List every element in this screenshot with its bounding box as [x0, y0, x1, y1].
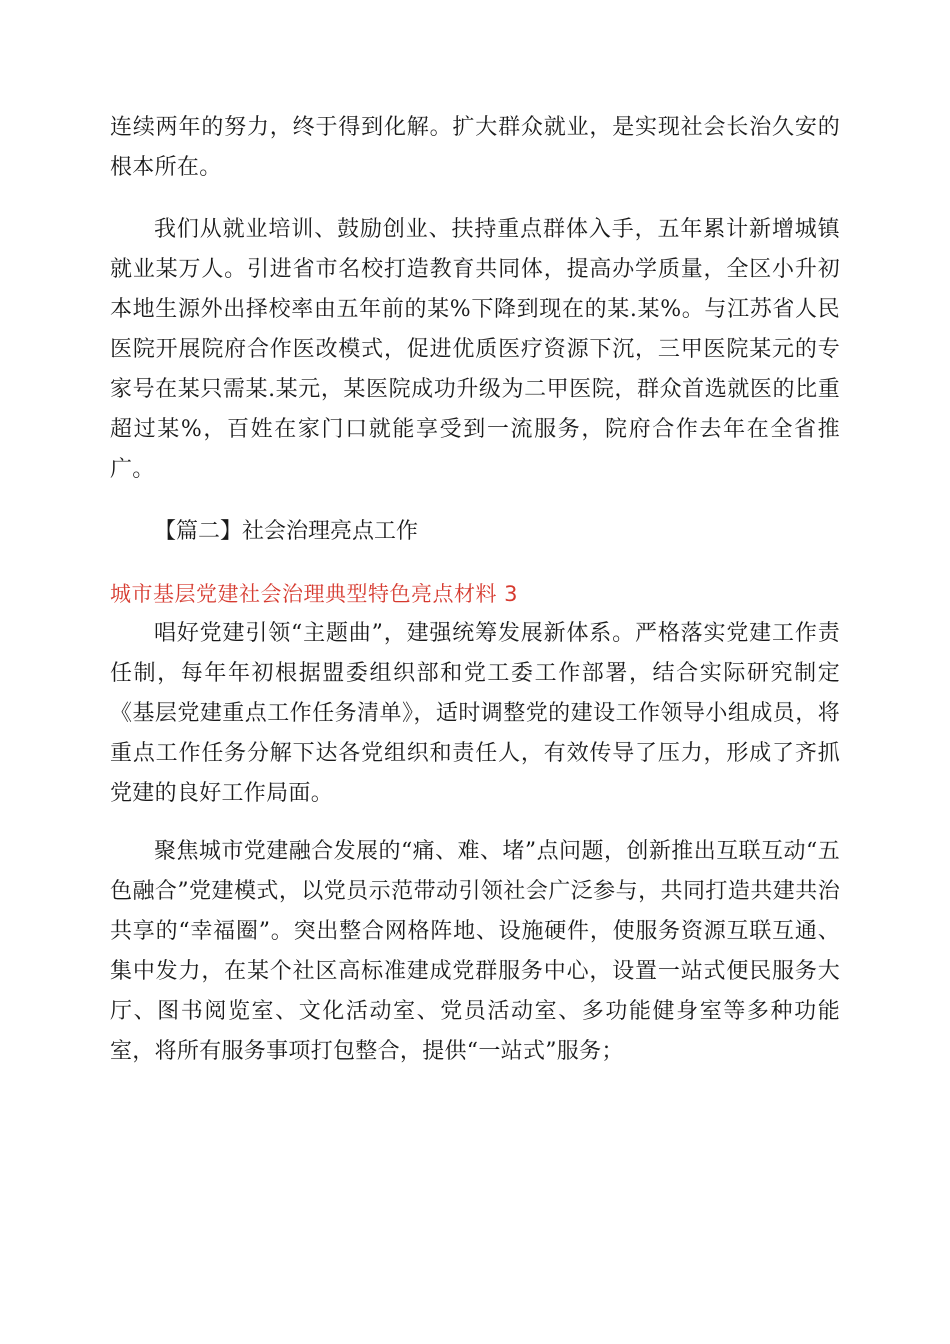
paragraph-continuation: 连续两年的努力，终于得到化解。扩大群众就业，是实现社会长治久安的根本所在。 — [110, 115, 840, 180]
paragraph-five-color-integration: 聚焦城市党建融合发展的“痛、难、堵”点问题，创新推出互联互动“五色融合”党建模式，以党员示范带动引领社会广泛参与，共同打造共建共治共享的“幸福圈”。突出整合网格阵地、设施硬件，使服务资源互联互通、集中发力，在某个社区高标准建成党群服务中心，设置一站式便民服务大厅、图书阅览室、文化活动室、党员活动室、多功能健身室等多种功能室，将所有服务事项打包整合，提供“一站式”服务； — [110, 839, 840, 1064]
document-title: 城市基层党建社会治理典型特色亮点材料 3 — [110, 582, 519, 606]
paragraph-party-building-leadership: 唱好党建引领“主题曲”，建强统筹发展新体系。严格落实党建工作责任制，每年年初根据盟委组织部和党工委工作部署，结合实际研究制定《基层党建重点工作任务清单》，适时调整党的建设工作领导小组成员，将重点工作任务分解下达各党组织和责任人，有效传导了压力，形成了齐抓党建的良好工作局面。 — [110, 621, 840, 806]
paragraph-employment-education-health: 我们从就业培训、鼓励创业、扶持重点群体入手，五年累计新增城镇就业某万人。引进省市名校打造教育共同体，提高办学质量，全区小升初本地生源外出择校率由五年前的某%下降到现在的某.某%。与江苏省人民医院开展院府合作医改模式，促进优质医疗资源下沉，三甲医院某元的专家号在某只需某.某元，某医院成功升级为二甲医院，群众首选就医的比重超过某%，百姓在家门口就能享受到一流服务，院府合作去年在全省推广。 — [110, 217, 840, 482]
section-label: 【篇二】社会治理亮点工作 — [154, 519, 419, 544]
document-body — [110, 108, 840, 1072]
